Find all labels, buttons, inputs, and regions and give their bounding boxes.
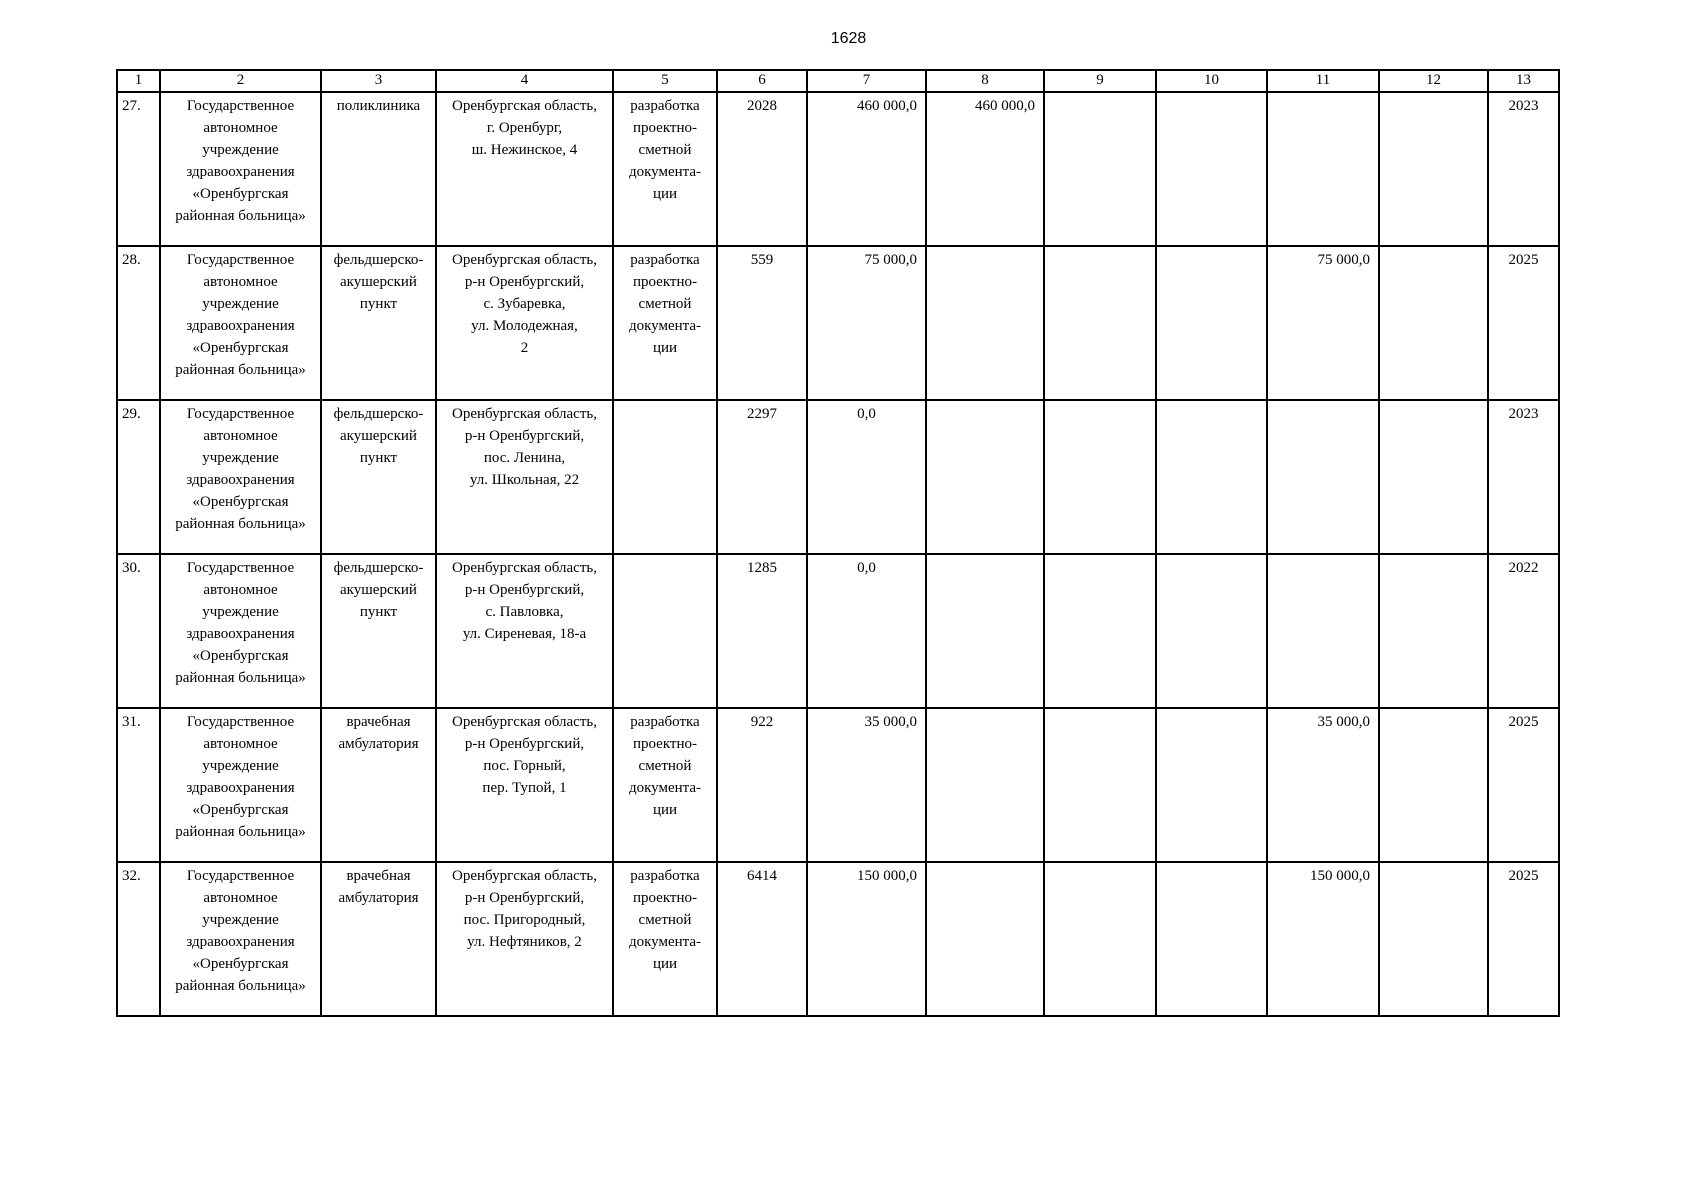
col10-cell bbox=[1156, 400, 1267, 554]
col7-cell: 0,0 bbox=[807, 554, 926, 708]
col8-cell bbox=[926, 246, 1044, 400]
col12-cell bbox=[1379, 246, 1488, 400]
col10-cell bbox=[1156, 708, 1267, 862]
col10-cell bbox=[1156, 554, 1267, 708]
col12-cell bbox=[1379, 554, 1488, 708]
col9-cell bbox=[1044, 400, 1156, 554]
col12-cell bbox=[1379, 400, 1488, 554]
col11-cell bbox=[1267, 554, 1379, 708]
year-cell: 2025 bbox=[1488, 708, 1559, 862]
work-type-cell: разработка проектно- сметной документа- ции bbox=[613, 92, 717, 246]
address-cell: Оренбургская область, р-н Оренбургский, пос. Ленина, ул. Школьная, 22 bbox=[436, 400, 613, 554]
work-type-cell: разработка проектно- сметной документа- ции bbox=[613, 862, 717, 1016]
facility-type-cell: фельдшерско- акушерский пункт bbox=[321, 400, 436, 554]
address-cell: Оренбургская область, г. Оренбург, ш. Нежинское, 4 bbox=[436, 92, 613, 246]
organization-cell: Государственное автономное учреждение здравоохранения «Оренбургская районная больница» bbox=[160, 554, 321, 708]
facility-type-cell: поликлиника bbox=[321, 92, 436, 246]
column-header: 4 bbox=[436, 70, 613, 92]
col11-cell bbox=[1267, 400, 1379, 554]
work-type-cell: разработка проектно- сметной документа- ции bbox=[613, 708, 717, 862]
col9-cell bbox=[1044, 554, 1156, 708]
page-number: 1628 bbox=[830, 30, 867, 47]
col8-cell bbox=[926, 554, 1044, 708]
table-row bbox=[117, 400, 1559, 554]
row-number: 32. bbox=[117, 862, 160, 1016]
column-header: 13 bbox=[1488, 70, 1559, 92]
column-number-row bbox=[117, 70, 1559, 92]
col7-cell: 35 000,0 bbox=[807, 708, 926, 862]
column-header: 1 bbox=[117, 70, 160, 92]
column-header: 7 bbox=[807, 70, 926, 92]
organization-cell: Государственное автономное учреждение здравоохранения «Оренбургская районная больница» bbox=[160, 92, 321, 246]
year-cell: 2023 bbox=[1488, 92, 1559, 246]
col11-cell: 150 000,0 bbox=[1267, 862, 1379, 1016]
col11-cell bbox=[1267, 92, 1379, 246]
col10-cell bbox=[1156, 862, 1267, 1016]
column-header: 12 bbox=[1379, 70, 1488, 92]
col8-cell bbox=[926, 862, 1044, 1016]
year-cell: 2025 bbox=[1488, 246, 1559, 400]
col11-cell: 35 000,0 bbox=[1267, 708, 1379, 862]
col10-cell bbox=[1156, 246, 1267, 400]
table-row bbox=[117, 862, 1559, 1016]
col12-cell bbox=[1379, 862, 1488, 1016]
column-header: 3 bbox=[321, 70, 436, 92]
facility-type-cell: врачебная амбулатория bbox=[321, 862, 436, 1016]
table-row bbox=[117, 246, 1559, 400]
objects-table bbox=[116, 69, 1560, 1017]
address-cell: Оренбургская область, р-н Оренбургский, пос. Пригородный, ул. Нефтяников, 2 bbox=[436, 862, 613, 1016]
col7-cell: 460 000,0 bbox=[807, 92, 926, 246]
column-header: 8 bbox=[926, 70, 1044, 92]
col7-cell: 75 000,0 bbox=[807, 246, 926, 400]
work-type-cell bbox=[613, 554, 717, 708]
year-cell: 2023 bbox=[1488, 400, 1559, 554]
work-type-cell bbox=[613, 400, 717, 554]
column-header: 6 bbox=[717, 70, 807, 92]
col6-cell: 1285 bbox=[717, 554, 807, 708]
row-number: 27. bbox=[117, 92, 160, 246]
row-number: 31. bbox=[117, 708, 160, 862]
table-row bbox=[117, 554, 1559, 708]
col6-cell: 2297 bbox=[717, 400, 807, 554]
col6-cell: 2028 bbox=[717, 92, 807, 246]
organization-cell: Государственное автономное учреждение здравоохранения «Оренбургская районная больница» bbox=[160, 246, 321, 400]
col11-cell: 75 000,0 bbox=[1267, 246, 1379, 400]
col8-cell bbox=[926, 400, 1044, 554]
year-cell: 2025 bbox=[1488, 862, 1559, 1016]
organization-cell: Государственное автономное учреждение здравоохранения «Оренбургская районная больница» bbox=[160, 862, 321, 1016]
work-type-cell: разработка проектно- сметной документа- ции bbox=[613, 246, 717, 400]
organization-cell: Государственное автономное учреждение здравоохранения «Оренбургская районная больница» bbox=[160, 708, 321, 862]
table-row bbox=[117, 92, 1559, 246]
column-header: 10 bbox=[1156, 70, 1267, 92]
column-header: 9 bbox=[1044, 70, 1156, 92]
column-header: 2 bbox=[160, 70, 321, 92]
col12-cell bbox=[1379, 708, 1488, 862]
col9-cell bbox=[1044, 92, 1156, 246]
address-cell: Оренбургская область, р-н Оренбургский, пос. Горный, пер. Тупой, 1 bbox=[436, 708, 613, 862]
col8-cell bbox=[926, 708, 1044, 862]
col10-cell bbox=[1156, 92, 1267, 246]
facility-type-cell: фельдшерско- акушерский пункт bbox=[321, 246, 436, 400]
col7-cell: 150 000,0 bbox=[807, 862, 926, 1016]
row-number: 28. bbox=[117, 246, 160, 400]
col6-cell: 6414 bbox=[717, 862, 807, 1016]
facility-type-cell: фельдшерско- акушерский пункт bbox=[321, 554, 436, 708]
row-number: 29. bbox=[117, 400, 160, 554]
facility-type-cell: врачебная амбулатория bbox=[321, 708, 436, 862]
col7-cell: 0,0 bbox=[807, 400, 926, 554]
table-row bbox=[117, 708, 1559, 862]
col8-cell: 460 000,0 bbox=[926, 92, 1044, 246]
col9-cell bbox=[1044, 246, 1156, 400]
column-header: 11 bbox=[1267, 70, 1379, 92]
row-number: 30. bbox=[117, 554, 160, 708]
col6-cell: 922 bbox=[717, 708, 807, 862]
col6-cell: 559 bbox=[717, 246, 807, 400]
column-header: 5 bbox=[613, 70, 717, 92]
address-cell: Оренбургская область, р-н Оренбургский, с. Павловка, ул. Сиреневая, 18-а bbox=[436, 554, 613, 708]
organization-cell: Государственное автономное учреждение здравоохранения «Оренбургская районная больница» bbox=[160, 400, 321, 554]
col9-cell bbox=[1044, 708, 1156, 862]
address-cell: Оренбургская область, р-н Оренбургский, с. Зубаревка, ул. Молодежная, 2 bbox=[436, 246, 613, 400]
col12-cell bbox=[1379, 92, 1488, 246]
col9-cell bbox=[1044, 862, 1156, 1016]
year-cell: 2022 bbox=[1488, 554, 1559, 708]
